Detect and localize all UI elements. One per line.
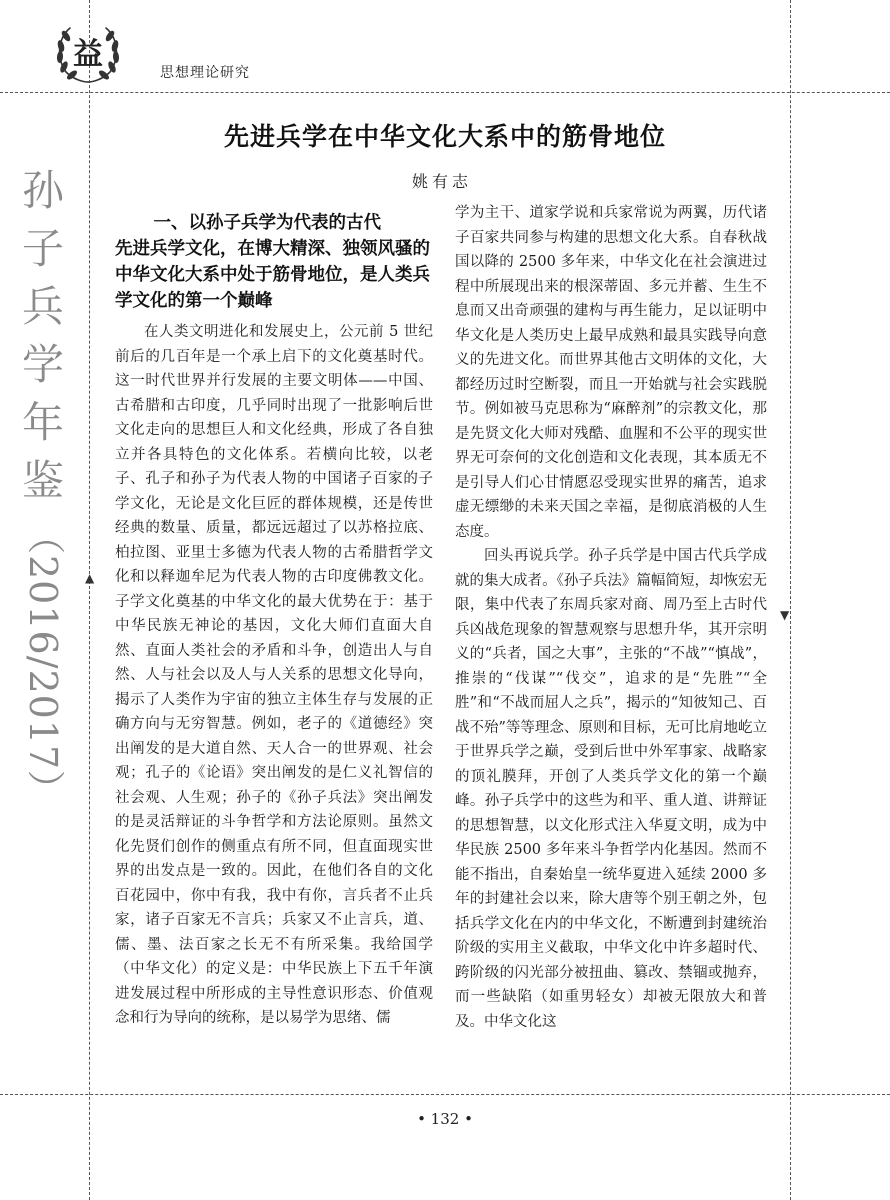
up-arrow-icon: ▲ [85, 571, 95, 585]
section-heading [115, 210, 433, 314]
article-title: 先进兵学在中华文化大系中的筋骨地位 [223, 122, 666, 151]
vertical-yearbook-title [20, 162, 66, 809]
article-author: 姚有志 [412, 172, 473, 191]
right-paragraph-1: 学为主干、道家学说和兵家常说为两翼，历代诸子百家共同参与构建的思想文化大系。自春秋战国以降的 2500 多年来，中华文化在社会演进过程中所展现出来的根深蒂固、多元并蓄、生生不息而又出奇顽强的建构与再生能力，足以证明中华文化是人类历史上最早成熟和最具实践导向意义的先进文化。而世界其他古文明体的文化，大都经历过时空断裂，而且一开始就与社会实践脱节。例如被马克思称为“麻醉剂”的宗教文化，那是先贤文化大师对残酷、血腥和不公平的现实世界无可奈何的文化创造和文化表现，其本质无不是引导人们心甘情愿忍受现实世界的痛苦，追求虚无缥缈的未来天国之幸福，是彻底消极的人生态度。 [455, 205, 767, 540]
section-heading-line-2: 先进兵学文化，在博大精深、独领风骚的中华文化大系中处于筋骨地位，是人类兵学文化的第一个巅峰 [115, 239, 430, 311]
right-dashed-line [790, 0, 791, 1200]
down-arrow-icon: ▼ [780, 608, 790, 622]
left-paragraph: 在人类文明进化和发展史上，公元前 5 世纪前后的几百年是一个承上启下的文化奠基时代。这一时代世界并行发展的主要文明体——中国、古希腊和古印度，几乎同时出现了一批影响后世文化走向的思想巨人和文化经典，形成了各自独立并各具特色的文化体系。若横向比较，以老子、孔子和孙子为代表人物的中国诸子百家的子学文化，无论是文化巨匠的群体规模，还是传世经典的数量、质量，都远远超过了以苏格拉底、柏拉图、亚里士多德为代表人物的古希腊哲学文化和以释迦牟尼为代表人物的古印度佛教文化。子学文化奠基的中华文化的最大优势在于：基于中华民族无神论的基因，文化大师们直面大自然、直面人类社会的矛盾和斗争，创造出人与自然、人与社会以及人与人关系的思想文化导向，揭示了人类作为宇宙的独立主体生存与发展的正确方向与无穷智慧。例如，老子的《道德经》突出阐发的是大道自然、天人合一的世界观、社会观；孔子的《论语》突出阐发的是仁义礼智信的社会观、人生观；孙子的《孙子兵法》突出阐发的是灵活辩证的斗争哲学和方法论原则。虽然文化先贤们创作的侧重点有所不同，但直面现实世界的出发点是一致的。因此，在他们各自的文化百花园中，你中有我，我中有你，言兵者不止兵家，诸子百家无不言兵；兵家又不止言兵，道、儒、墨、法百家之长无不有所采集。我给国学（中华文化）的定义是：中华民族上下五千年演进发展过程中所形成的主导性意识形态、价值观念和行为导向的统称，是以易学为思绪、儒 [115, 324, 433, 1026]
logo-glyph: 益 [73, 37, 103, 72]
right-paragraph-2: 回头再说兵学。孙子兵学是中国古代兵学成就的集大成者。《孙子兵法》篇幅简短，却恢宏无限，集中代表了东周兵家对商、周乃至上古时代兵凶战危现象的智慧观察与思想升华，其开宗明义的“兵者，国之大事”，主张的“不战”“慎战”，推崇的“伐谋”“伐交”，追求的是“先胜”“全胜”和“不战而屈人之兵”，揭示的“知彼知己、百战不殆”等等理念、原则和目标，无可比肩地屹立于世界兵学之巅，受到后世中外军事家、战略家的顶礼膜拜，开创了人类兵学文化的第一个巅峰。孙子兵学中的这些为和平、重人道、讲辩证的思想智慧，以文化形式注入华夏文明，成为中华民族 2500 多年来斗争哲学内化基因。然而不能不指出，自秦始皇一统华夏进入延续 2000 多年的封建社会以来，除大唐等个别王朝之外，包括兵学文化在内的中华文化，不断遭到封建统治阶级的实用主义截取，中华文化中许多超时代、跨阶级的闪光部分被扭曲、篡改、禁锢或抛弃，而一些缺陷（如重男轻女）却被无限放大和普及。中华文化这 [455, 548, 767, 1030]
left-column [115, 320, 433, 1031]
left-dashed-line [89, 0, 90, 1200]
section-heading-line-1: 一、以孙子兵学为代表的古代 [153, 213, 381, 233]
top-dashed-line [0, 92, 890, 93]
page-number: • 132 • [417, 1110, 473, 1128]
vertical-title-text: 孙子兵学年鉴 [21, 166, 64, 505]
section-label: 思想理论研究 [160, 65, 250, 81]
right-column [455, 201, 767, 1034]
yearbook-logo [48, 14, 128, 88]
bottom-dashed-line [0, 1094, 890, 1095]
vertical-year: （2016/2017） [21, 516, 65, 810]
